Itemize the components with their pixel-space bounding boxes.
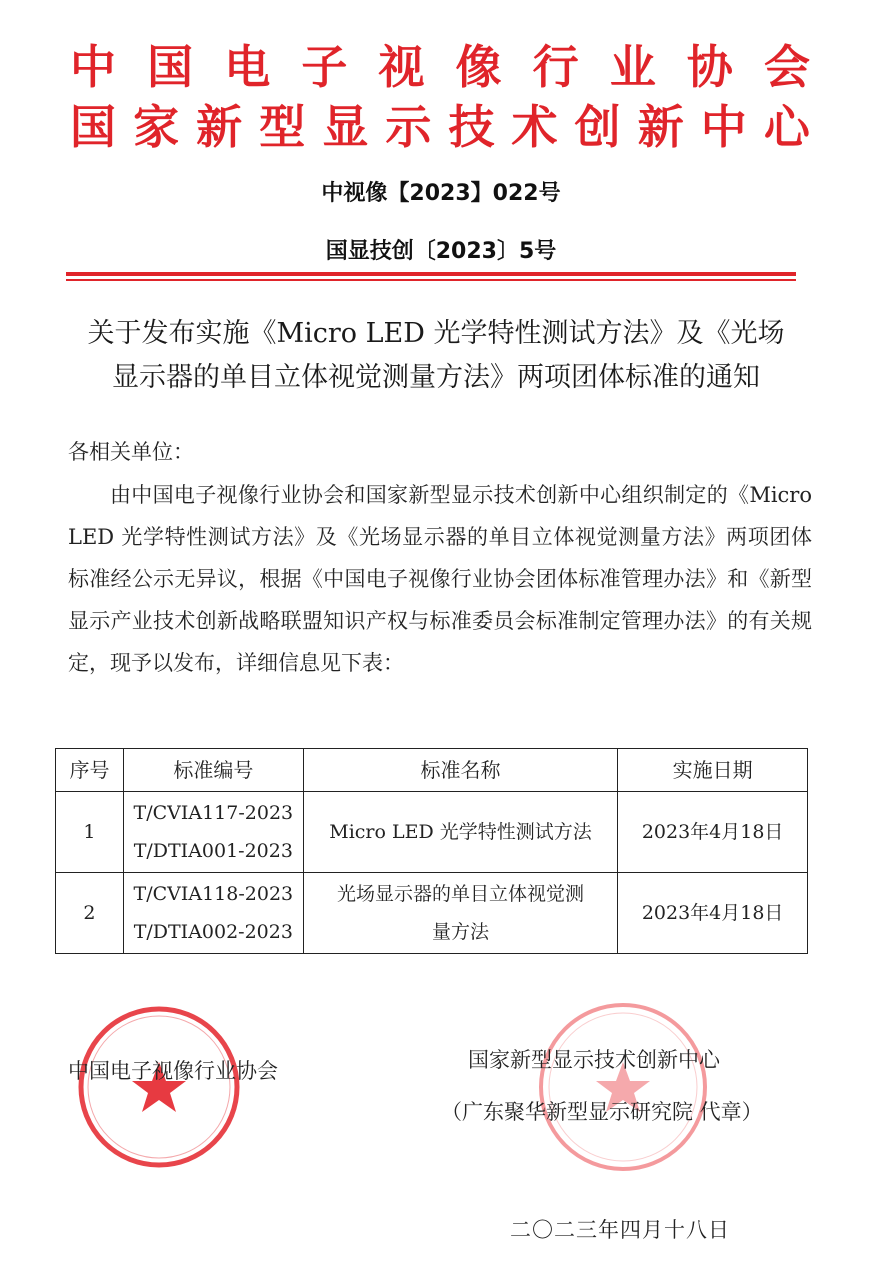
header-date: 实施日期 <box>618 749 808 792</box>
org2-char: 新 <box>196 100 243 154</box>
code-cvia: T/CVIA118-2023 <box>133 883 294 905</box>
org2-char: 显 <box>322 100 369 154</box>
signature-center: 国家新型显示技术创新中心 <box>468 1048 720 1072</box>
document-number-1: 中视像【2023】022号 <box>321 181 561 206</box>
standards-table <box>55 748 808 954</box>
org1-char: 业 <box>609 40 656 94</box>
org-name-cvia <box>70 40 810 94</box>
salutation: 各相关单位： <box>68 440 194 464</box>
org2-char: 国 <box>70 100 116 154</box>
title-line-1: 关于发布实施《Micro LED 光学特性测试方法》及《光场 <box>87 318 785 349</box>
title-line-2: 显示器的单目立体视觉测量方法》两项团体标准的通知 <box>112 362 760 393</box>
org1-char: 像 <box>455 40 502 94</box>
org1-char: 会 <box>763 40 810 94</box>
org1-char: 国 <box>147 40 194 94</box>
cell-code <box>123 873 303 954</box>
org1-char: 协 <box>686 40 733 94</box>
issue-date: 二〇二三年四月十八日 <box>510 1218 730 1242</box>
org1-char: 中 <box>70 40 116 94</box>
code-dtia: T/DTIA002-2023 <box>133 921 293 943</box>
org2-char: 示 <box>385 100 432 154</box>
header-no: 序号 <box>56 749 124 792</box>
org2-char: 中 <box>700 100 747 154</box>
cvia-seal-icon <box>76 1004 242 1170</box>
org1-char: 视 <box>378 40 425 94</box>
juhua-seal-icon <box>536 1000 710 1174</box>
table-row <box>56 873 808 954</box>
org2-char: 心 <box>763 100 810 154</box>
header-name: 标准名称 <box>303 749 617 792</box>
org2-char: 技 <box>448 100 495 154</box>
cell-code <box>123 792 303 873</box>
signature-proxy: （广东聚华新型显示研究院 代章） <box>441 1100 763 1124</box>
body-paragraph: 由中国电子视像行业协会和国家新型显示技术创新中心组织制定的《Micro LED 光学特性测试方法》及《光场显示器的单目立体视觉测量方法》两项团体标准经公示无异议，根据《中国电子视像行业协会团体标准管理办法》和《新型显示产业技术创新战略联盟知识产权与标准委员会标准制定管理办法》的有关规定，现予以发布，详细信息见下表： <box>68 483 812 675</box>
cell-no: 2 <box>56 873 124 954</box>
org1-char: 子 <box>301 40 348 94</box>
cell-date: 2023年4月18日 <box>618 873 808 954</box>
org2-char: 型 <box>259 100 306 154</box>
cell-name: 光场显示器的单目立体视觉测量方法 <box>303 873 617 954</box>
header-code: 标准编号 <box>123 749 303 792</box>
notice-title <box>66 312 806 400</box>
org2-char: 新 <box>637 100 684 154</box>
code-dtia: T/DTIA001-2023 <box>133 840 293 862</box>
org2-char: 家 <box>133 100 180 154</box>
seal-svg <box>76 1004 242 1170</box>
table-row <box>56 792 808 873</box>
org1-char: 行 <box>532 40 579 94</box>
red-divider-thick <box>66 272 796 276</box>
code-cvia: T/CVIA117-2023 <box>133 802 294 824</box>
signature-cvia: 中国电子视像行业协会 <box>68 1059 278 1083</box>
org2-char: 创 <box>574 100 621 154</box>
seal-svg <box>536 1000 710 1174</box>
cell-no: 1 <box>56 792 124 873</box>
org-name-dtia <box>70 100 810 154</box>
cell-date: 2023年4月18日 <box>618 792 808 873</box>
org1-char: 电 <box>224 40 271 94</box>
document-number-2: 国显技创〔2023〕5号 <box>325 239 557 264</box>
org2-char: 术 <box>511 100 558 154</box>
cell-name: Micro LED 光学特性测试方法 <box>303 792 617 873</box>
table-header-row <box>56 749 808 792</box>
red-divider-thin <box>66 279 796 281</box>
